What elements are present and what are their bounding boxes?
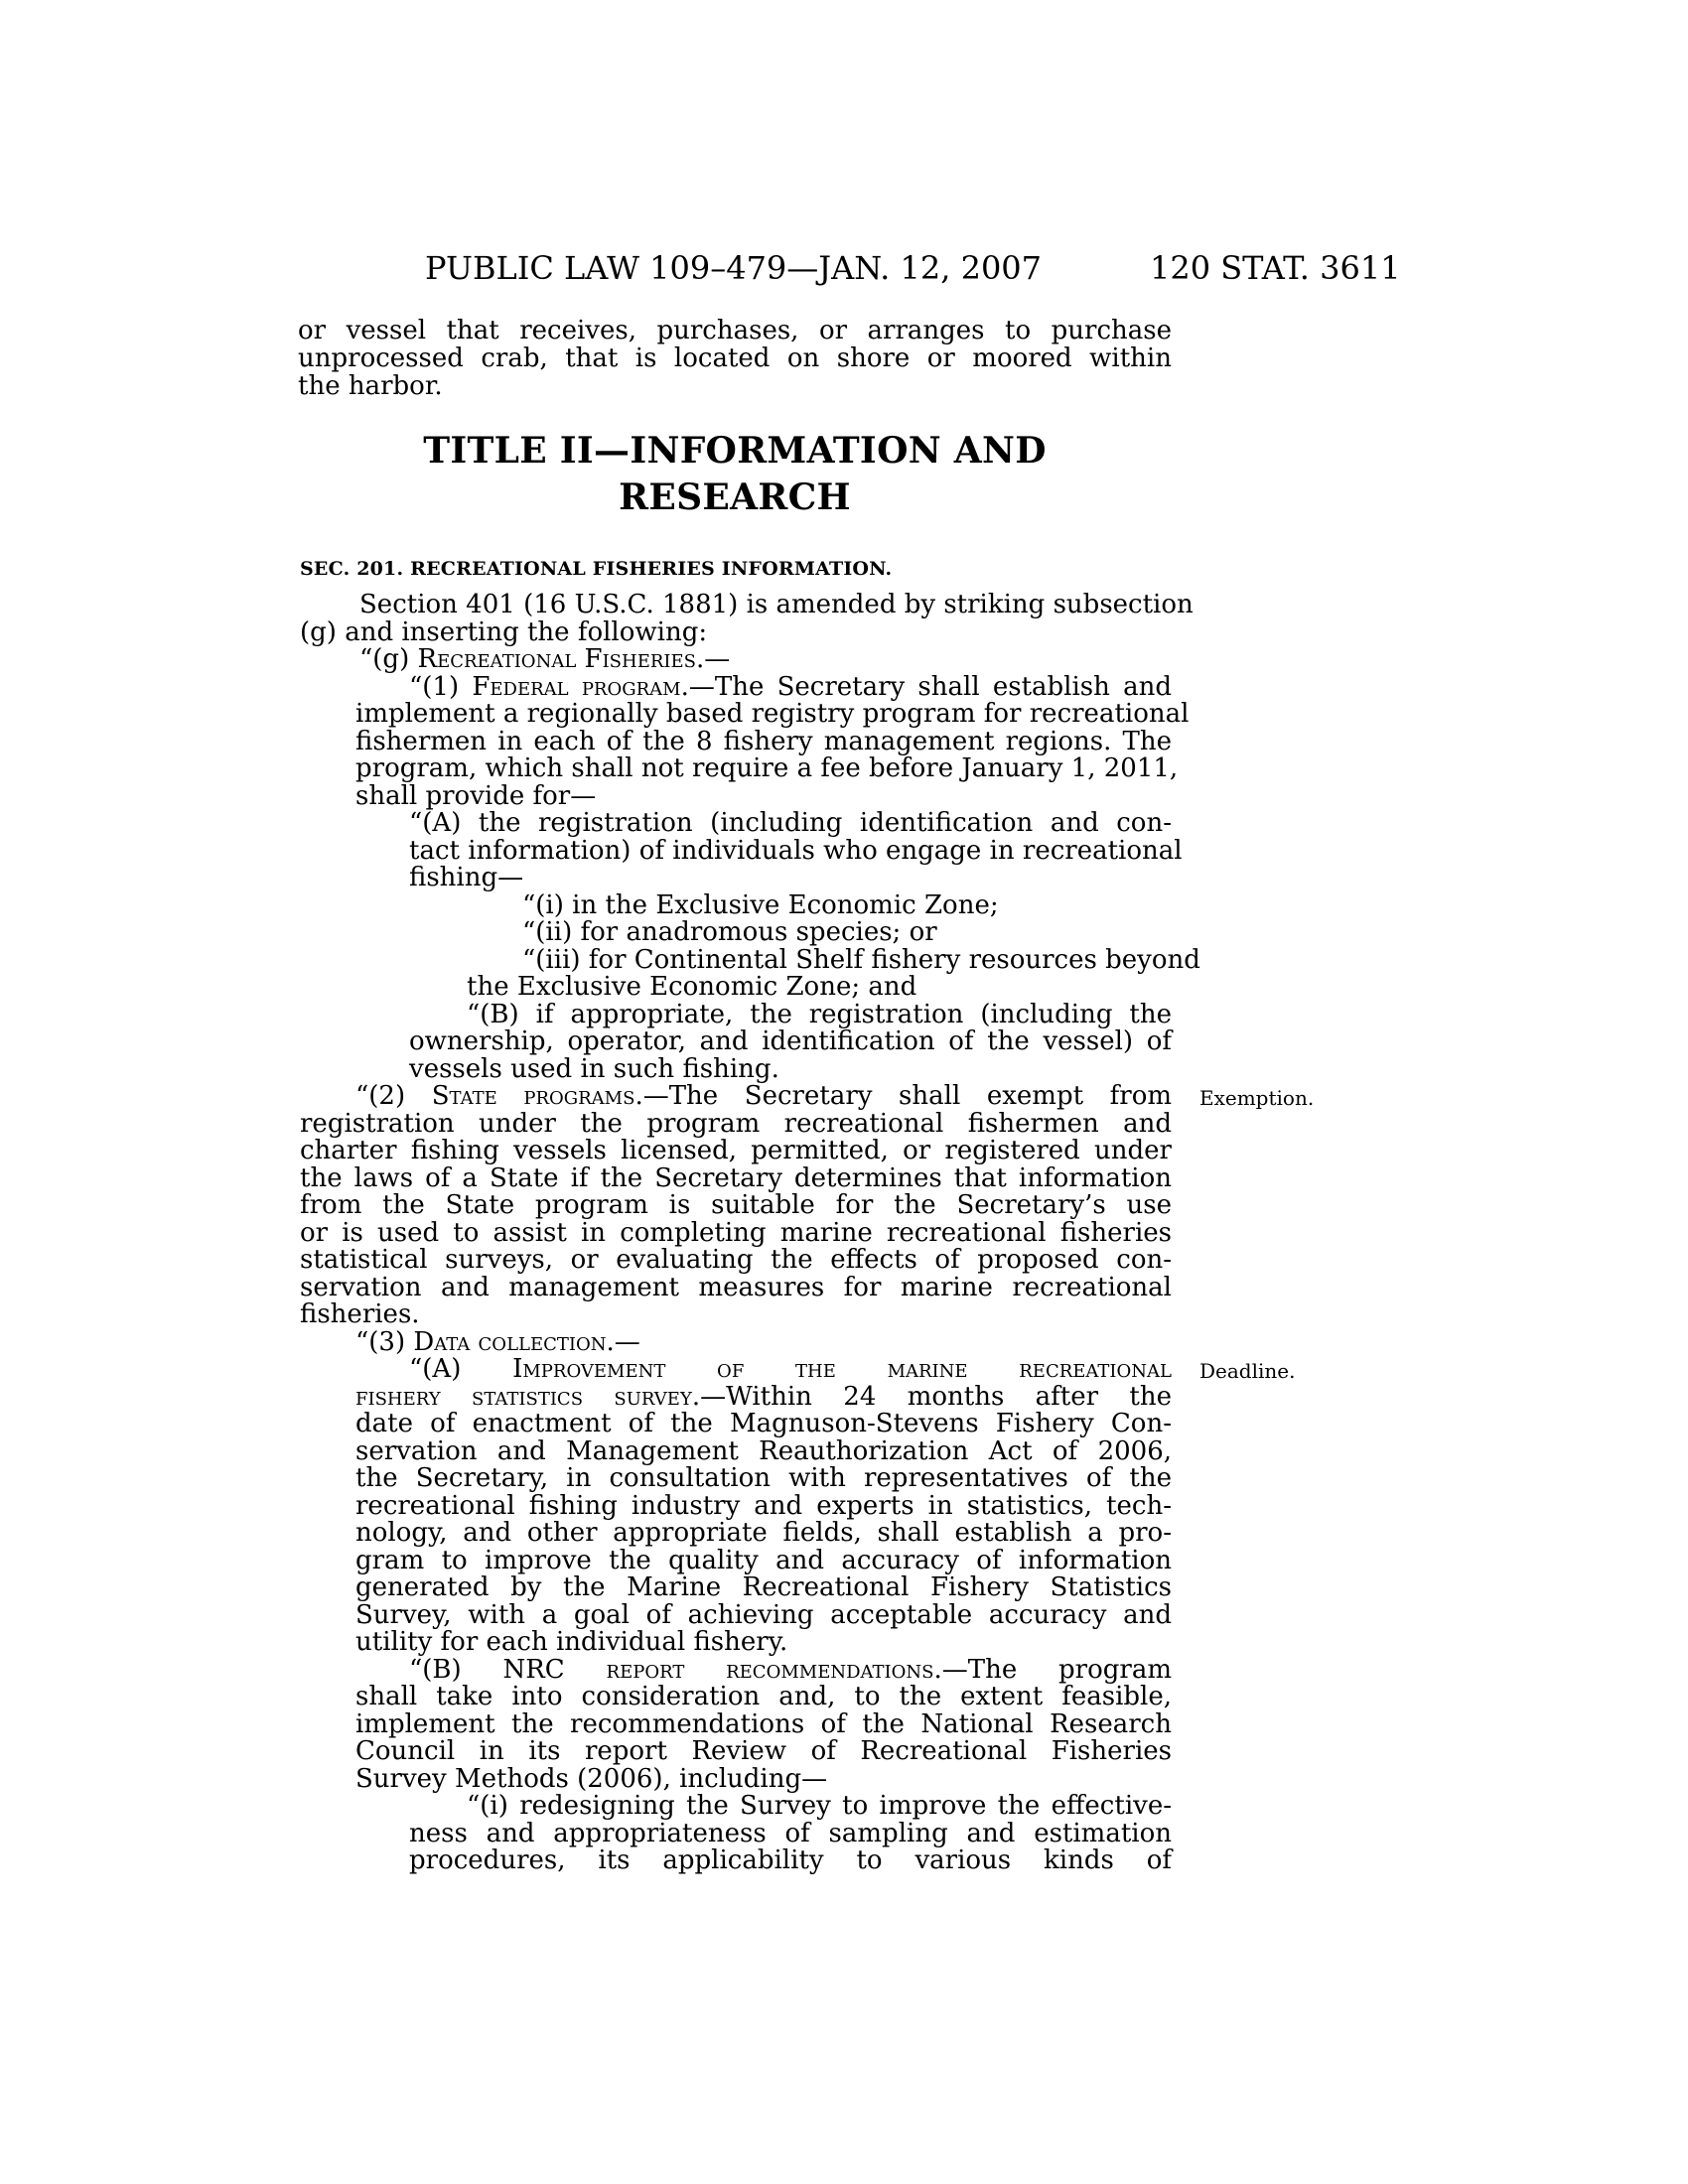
text-line: nology, and other appropriate fields, shall establish a pro- (355, 1518, 1172, 1548)
text-line: servation and Management Reauthorization Act of 2006, (355, 1436, 1172, 1466)
text-line: Survey Methods (2006), including— (355, 1764, 828, 1794)
caps-run: report recommendations (606, 1655, 934, 1685)
text-run: “(1) (409, 672, 473, 702)
text-line: (g) and inserting the following: (300, 617, 708, 647)
text-line: utility for each individual fishery. (355, 1627, 788, 1657)
text-line: servation and management measures for marine recreational (300, 1273, 1172, 1302)
text-run: “(A) (409, 1354, 513, 1384)
text-line: the Exclusive Economic Zone; and (467, 972, 917, 1002)
text-line: implement a regionally based registry program for recreational (355, 699, 1190, 729)
text-run: .—Within 24 months after the (691, 1382, 1172, 1412)
paragraph-3b-lead (409, 1657, 1172, 1685)
text-line: procedures, its applicability to various kinds of (409, 1845, 1172, 1875)
text-run: “(g) (359, 644, 418, 674)
text-line: or vessel that receives, purchases, or arranges to purchase (298, 316, 1172, 345)
text-line: charter fishing vessels licensed, permitted, or registered under (300, 1136, 1172, 1165)
text-line: ness and appropriateness of sampling and estimation (409, 1819, 1172, 1848)
text-line: fishermen in each of the 8 fishery management regions. The (355, 727, 1172, 756)
text-run: .—The Secretary shall establish and (680, 672, 1173, 702)
text-line: gram to improve the quality and accuracy of information (355, 1546, 1172, 1575)
title-heading-line-1: TITLE II—INFORMATION AND (423, 430, 1047, 472)
text-line: fishing— (409, 863, 524, 892)
title-heading-line-2: RESEARCH (619, 477, 851, 518)
text-run: “(3) (355, 1327, 414, 1357)
paragraph-1-lead (409, 674, 1172, 702)
text-run: .— (696, 644, 731, 674)
margin-note-exemption: Exemption. (1199, 1086, 1315, 1110)
running-head-stat-page: 120 STAT. 3611 (1150, 249, 1401, 287)
caps-run: Recreational Fisheries (417, 644, 696, 674)
text-run: .— (606, 1327, 640, 1357)
text-line: fisheries. (300, 1299, 420, 1329)
running-head-law: PUBLIC LAW 109–479—JAN. 12, 2007 (425, 249, 1043, 287)
text-line: “(A) the registration (including identification and con- (409, 808, 1172, 838)
text-line: the laws of a State if the Secretary determines that information (300, 1163, 1172, 1193)
clause-iii: “(iii) for Continental Shelf fishery resources beyond (522, 945, 1200, 975)
text-line: shall take into consideration and, to the extent feasible, (355, 1682, 1172, 1711)
text-run: “(2) (355, 1081, 432, 1111)
text-line: date of enactment of the Magnuson-Stevens Fishery Con- (355, 1409, 1172, 1438)
text-line: registration under the program recreational fishermen and (300, 1109, 1172, 1139)
paragraph-3a-line-2 (355, 1384, 1172, 1412)
text-run: .—The program (933, 1655, 1172, 1685)
caps-run: State programs (431, 1081, 635, 1111)
text-line: ownership, operator, and identification of the vessel) of (409, 1026, 1172, 1056)
text-line: Council in its report Review of Recreational Fisheries (355, 1736, 1172, 1766)
clause-ii: “(ii) for anadromous species; or (522, 917, 937, 947)
text-line: shall provide for— (355, 781, 597, 811)
text-line: vessels used in such fishing. (409, 1054, 779, 1084)
margin-note-deadline: Deadline. (1199, 1359, 1296, 1383)
paragraph-2-lead (355, 1083, 1172, 1111)
text-line: or is used to assist in completing marine recreational fisheries (300, 1218, 1172, 1248)
text-line: tact information) of individuals who engage in recreational (409, 836, 1183, 866)
text-line: “(i) redesigning the Survey to improve the effective- (467, 1791, 1172, 1821)
text-line: implement the recommendations of the National Research (355, 1709, 1172, 1739)
caps-run: Federal program (472, 672, 681, 702)
text-line: the Secretary, in consultation with representatives of the (355, 1463, 1172, 1493)
text-line: “(B) if appropriate, the registration (including the (467, 1000, 1172, 1029)
paragraph-3a-lead (409, 1356, 1172, 1384)
text-line: generated by the Marine Recreational Fishery Statistics (355, 1572, 1172, 1602)
text-line: from the State program is suitable for the Secretary’s use (300, 1190, 1172, 1220)
text-run: .—The Secretary shall exempt from (634, 1081, 1173, 1111)
text-line: program, which shall not require a fee before January 1, 2011, (355, 753, 1179, 783)
caps-run: Improvement of the marine recreational (512, 1354, 1173, 1384)
text-line: recreational fishing industry and experts in statistics, tech- (355, 1491, 1172, 1521)
text-line: statistical surveys, or evaluating the effects of proposed con- (300, 1245, 1172, 1275)
text-line: unprocessed crab, that is located on shore or moored within (298, 343, 1172, 373)
subsection-g-heading (359, 646, 730, 674)
text-line: the harbor. (298, 371, 443, 401)
caps-run: Data collection (413, 1327, 607, 1357)
text-line: Section 401 (16 U.S.C. 1881) is amended by striking subsection (359, 590, 1194, 619)
clause-i: “(i) in the Exclusive Economic Zone; (522, 890, 999, 920)
caps-run: fishery statistics survey (355, 1382, 692, 1412)
paragraph-3-heading (355, 1329, 640, 1357)
text-line: Survey, with a goal of achieving acceptable accuracy and (355, 1600, 1172, 1630)
section-heading: SEC. 201. RECREATIONAL FISHERIES INFORMATION. (300, 558, 893, 580)
text-run: “(B) NRC (409, 1655, 607, 1685)
